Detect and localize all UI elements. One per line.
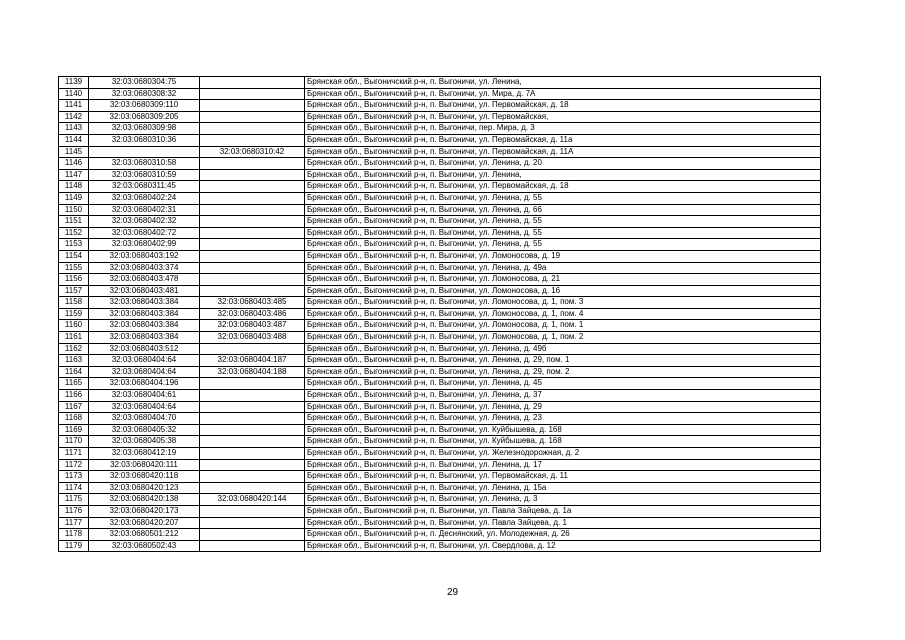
address-cell: Брянская обл., Выгоничский р-н, п. Выгоничи, ул. Ломоносова, д. 21	[305, 274, 821, 286]
cadastral-number-cell	[89, 146, 200, 158]
row-number-cell: 1148	[59, 181, 89, 193]
table-row	[59, 505, 821, 517]
row-number-cell: 1149	[59, 192, 89, 204]
row-number-cell: 1161	[59, 332, 89, 344]
premises-cadastral-number-cell	[200, 436, 305, 448]
premises-cadastral-number-cell	[200, 471, 305, 483]
address-cell: Брянская обл., Выгоничский р-н, п. Выгоничи, ул. Павла Зайцева, д. 1	[305, 517, 821, 529]
row-number-cell: 1155	[59, 262, 89, 274]
premises-cadastral-number-cell	[200, 529, 305, 541]
table-row	[59, 320, 821, 332]
page-number: 29	[446, 587, 459, 598]
premises-cadastral-number-cell	[200, 459, 305, 471]
premises-cadastral-number-cell	[200, 227, 305, 239]
cadastral-number-cell: 32:03:0680404:64	[89, 401, 200, 413]
address-cell: Брянская обл., Выгоничский р-н, п. Выгоничи, ул. Ленина, д. 55	[305, 227, 821, 239]
table-row	[59, 169, 821, 181]
table-row	[59, 285, 821, 297]
table-row	[59, 529, 821, 541]
row-number-cell: 1175	[59, 494, 89, 506]
premises-cadastral-number-cell	[200, 482, 305, 494]
cadastral-number-cell: 32:03:0680420:207	[89, 517, 200, 529]
premises-cadastral-number-cell	[200, 77, 305, 89]
row-number-cell: 1151	[59, 216, 89, 228]
premises-cadastral-number-cell: 32:03:0680404:188	[200, 366, 305, 378]
table-row	[59, 111, 821, 123]
row-number-cell: 1153	[59, 239, 89, 251]
table-row	[59, 77, 821, 89]
premises-cadastral-number-cell	[200, 285, 305, 297]
premises-cadastral-number-cell	[200, 134, 305, 146]
premises-cadastral-number-cell	[200, 216, 305, 228]
table-row	[59, 378, 821, 390]
premises-cadastral-number-cell	[200, 343, 305, 355]
address-cell: Брянская обл., Выгоничский р-н, п. Выгоничи, ул. Ленина, д. 29	[305, 401, 821, 413]
row-number-cell: 1159	[59, 308, 89, 320]
address-cell: Брянская обл., Выгоничский р-н, п. Выгоничи, ул. Ленина, д. 66	[305, 204, 821, 216]
row-number-cell: 1141	[59, 100, 89, 112]
cadastral-number-cell: 32:03:0680420:118	[89, 471, 200, 483]
property-table	[58, 76, 821, 552]
premises-cadastral-number-cell	[200, 274, 305, 286]
table-row	[59, 390, 821, 402]
address-cell: Брянская обл., Выгоничский р-н, п. Выгоничи, ул. Мира, д. 7А	[305, 88, 821, 100]
table-row	[59, 227, 821, 239]
premises-cadastral-number-cell: 32:03:0680404:187	[200, 355, 305, 367]
cadastral-number-cell: 32:03:0680310:59	[89, 169, 200, 181]
premises-cadastral-number-cell	[200, 517, 305, 529]
cadastral-number-cell: 32:03:0680405:38	[89, 436, 200, 448]
cadastral-number-cell: 32:03:0680309:205	[89, 111, 200, 123]
address-cell: Брянская обл., Выгоничский р-н, п. Выгоничи, ул. Ломоносова, д. 16	[305, 285, 821, 297]
table-row	[59, 482, 821, 494]
address-cell: Брянская обл., Выгоничский р-н, п. Выгоничи, ул. Ленина, д. 49а	[305, 262, 821, 274]
premises-cadastral-number-cell	[200, 540, 305, 552]
table-row	[59, 540, 821, 552]
table-row	[59, 181, 821, 193]
table-row	[59, 192, 821, 204]
cadastral-number-cell: 32:03:0680403:384	[89, 320, 200, 332]
table-row	[59, 158, 821, 170]
row-number-cell: 1164	[59, 366, 89, 378]
premises-cadastral-number-cell	[200, 111, 305, 123]
address-cell: Брянская обл., Выгоничский р-н, п. Выгоничи, ул. Куйбышева, д. 168	[305, 424, 821, 436]
cadastral-number-cell: 32:03:0680403:512	[89, 343, 200, 355]
row-number-cell: 1178	[59, 529, 89, 541]
cadastral-number-cell: 32:03:0680402:99	[89, 239, 200, 251]
table-row	[59, 401, 821, 413]
table-row	[59, 332, 821, 344]
cadastral-number-cell: 32:03:0680420:123	[89, 482, 200, 494]
row-number-cell: 1152	[59, 227, 89, 239]
address-cell: Брянская обл., Выгоничский р-н, п. Выгоничи, ул. Ломоносова, д. 19	[305, 250, 821, 262]
address-cell: Брянская обл., Выгоничский р-н, п. Выгоничи, ул. Свердлова, д. 12	[305, 540, 821, 552]
table-row	[59, 366, 821, 378]
cadastral-number-cell: 32:03:0680404:61	[89, 390, 200, 402]
cadastral-number-cell: 32:03:0680420:173	[89, 505, 200, 517]
cadastral-number-cell: 32:03:0680403:481	[89, 285, 200, 297]
row-number-cell: 1145	[59, 146, 89, 158]
row-number-cell: 1158	[59, 297, 89, 309]
cadastral-number-cell: 32:03:0680309:98	[89, 123, 200, 135]
table-row	[59, 204, 821, 216]
address-cell: Брянская обл., Выгоничский р-н, п. Выгоничи, ул. Ломоносова, д. 1, пом. 3	[305, 297, 821, 309]
table-row	[59, 436, 821, 448]
premises-cadastral-number-cell: 32:03:0680403:487	[200, 320, 305, 332]
premises-cadastral-number-cell	[200, 424, 305, 436]
table-row	[59, 308, 821, 320]
address-cell: Брянская обл., Выгоничский р-н, п. Выгоничи, ул. Куйбышева, д. 168	[305, 436, 821, 448]
row-number-cell: 1156	[59, 274, 89, 286]
premises-cadastral-number-cell	[200, 123, 305, 135]
cadastral-number-cell: 32:03:0680304:75	[89, 77, 200, 89]
row-number-cell: 1176	[59, 505, 89, 517]
row-number-cell: 1146	[59, 158, 89, 170]
row-number-cell: 1160	[59, 320, 89, 332]
premises-cadastral-number-cell: 32:03:0680403:488	[200, 332, 305, 344]
row-number-cell: 1142	[59, 111, 89, 123]
row-number-cell: 1167	[59, 401, 89, 413]
premises-cadastral-number-cell	[200, 390, 305, 402]
cadastral-number-cell: 32:03:0680404:64	[89, 366, 200, 378]
cadastral-number-cell: 32:03:0680412:19	[89, 448, 200, 460]
premises-cadastral-number-cell	[200, 100, 305, 112]
cadastral-number-cell: 32:03:0680502:43	[89, 540, 200, 552]
cadastral-number-cell: 32:03:0680403:384	[89, 297, 200, 309]
address-cell: Брянская обл., Выгоничский р-н, п. Выгоничи, ул. Первомайская, д. 11А	[305, 146, 821, 158]
address-cell: Брянская обл., Выгоничский р-н, п. Выгоничи, ул. Первомайская,	[305, 111, 821, 123]
address-cell: Брянская обл., Выгоничский р-н, п. Выгоничи, ул. Ленина, д. 29, пом. 2	[305, 366, 821, 378]
table-row	[59, 262, 821, 274]
cadastral-number-cell: 32:03:0680501:212	[89, 529, 200, 541]
premises-cadastral-number-cell	[200, 204, 305, 216]
premises-cadastral-number-cell	[200, 169, 305, 181]
table-row	[59, 343, 821, 355]
address-cell: Брянская обл., Выгоничский р-н, п. Выгоничи, ул. Ленина, д. 15а	[305, 482, 821, 494]
row-number-cell: 1163	[59, 355, 89, 367]
table-row	[59, 274, 821, 286]
row-number-cell: 1168	[59, 413, 89, 425]
premises-cadastral-number-cell	[200, 181, 305, 193]
premises-cadastral-number-cell	[200, 158, 305, 170]
address-cell: Брянская обл., Выгоничский р-н, п. Выгоничи, ул. Первомайская, д. 11а	[305, 134, 821, 146]
table-row	[59, 216, 821, 228]
address-cell: Брянская обл., Выгоничский р-н, п. Деснянский, ул. Молодежная, д. 26	[305, 529, 821, 541]
premises-cadastral-number-cell	[200, 401, 305, 413]
row-number-cell: 1165	[59, 378, 89, 390]
premises-cadastral-number-cell	[200, 378, 305, 390]
cadastral-number-cell: 32:03:0680310:58	[89, 158, 200, 170]
premises-cadastral-number-cell: 32:03:0680310:42	[200, 146, 305, 158]
cadastral-number-cell: 32:03:0680403:384	[89, 332, 200, 344]
address-cell: Брянская обл., Выгоничский р-н, п. Выгоничи, ул. Железнодорожная, д. 2	[305, 448, 821, 460]
address-cell: Брянская обл., Выгоничский р-н, п. Выгоничи, ул. Павла Зайцева, д. 1а	[305, 505, 821, 517]
row-number-cell: 1140	[59, 88, 89, 100]
premises-cadastral-number-cell	[200, 505, 305, 517]
premises-cadastral-number-cell	[200, 262, 305, 274]
premises-cadastral-number-cell: 32:03:0680420:144	[200, 494, 305, 506]
table-row	[59, 471, 821, 483]
cadastral-number-cell: 32:03:0680403:374	[89, 262, 200, 274]
table-row	[59, 413, 821, 425]
cadastral-number-cell: 32:03:0680311:45	[89, 181, 200, 193]
row-number-cell: 1150	[59, 204, 89, 216]
address-cell: Брянская обл., Выгоничский р-н, п. Выгоничи, ул. Ленина, д. 37	[305, 390, 821, 402]
address-cell: Брянская обл., Выгоничский р-н, п. Выгоничи, ул. Ленина, д. 55	[305, 239, 821, 251]
row-number-cell: 1177	[59, 517, 89, 529]
table-row	[59, 459, 821, 471]
table-row	[59, 88, 821, 100]
address-cell: Брянская обл., Выгоничский р-н, п. Выгоничи, ул. Ленина,	[305, 169, 821, 181]
table-row	[59, 250, 821, 262]
cadastral-number-cell: 32:03:0680402:32	[89, 216, 200, 228]
row-number-cell: 1162	[59, 343, 89, 355]
address-cell: Брянская обл., Выгоничский р-н, п. Выгоничи, ул. Ленина, д. 20	[305, 158, 821, 170]
premises-cadastral-number-cell: 32:03:0680403:485	[200, 297, 305, 309]
address-cell: Брянская обл., Выгоничский р-н, п. Выгоничи, ул. Ленина, д. 55	[305, 216, 821, 228]
table-row	[59, 239, 821, 251]
row-number-cell: 1139	[59, 77, 89, 89]
row-number-cell: 1166	[59, 390, 89, 402]
address-cell: Брянская обл., Выгоничский р-н, п. Выгоничи, ул. Ленина,	[305, 77, 821, 89]
document-table-container	[58, 76, 821, 552]
table-body	[59, 77, 821, 552]
table-row	[59, 123, 821, 135]
premises-cadastral-number-cell	[200, 448, 305, 460]
cadastral-number-cell: 32:03:0680403:192	[89, 250, 200, 262]
address-cell: Брянская обл., Выгоничский р-н, п. Выгоничи, ул. Ленина, д. 29, пом. 1	[305, 355, 821, 367]
row-number-cell: 1170	[59, 436, 89, 448]
row-number-cell: 1171	[59, 448, 89, 460]
row-number-cell: 1169	[59, 424, 89, 436]
cadastral-number-cell: 32:03:0680403:384	[89, 308, 200, 320]
row-number-cell: 1144	[59, 134, 89, 146]
table-row	[59, 448, 821, 460]
address-cell: Брянская обл., Выгоничский р-н, п. Выгоничи, ул. Ленина, д. 3	[305, 494, 821, 506]
premises-cadastral-number-cell	[200, 239, 305, 251]
cadastral-number-cell: 32:03:0680402:31	[89, 204, 200, 216]
table-row	[59, 424, 821, 436]
address-cell: Брянская обл., Выгоничский р-н, п. Выгоничи, ул. Ленина, д. 17	[305, 459, 821, 471]
premises-cadastral-number-cell	[200, 88, 305, 100]
table-row	[59, 146, 821, 158]
address-cell: Брянская обл., Выгоничский р-н, п. Выгоничи, ул. Ленина, д. 23	[305, 413, 821, 425]
address-cell: Брянская обл., Выгоничский р-н, п. Выгоничи, ул. Ленина, д. 45	[305, 378, 821, 390]
row-number-cell: 1147	[59, 169, 89, 181]
row-number-cell: 1172	[59, 459, 89, 471]
cadastral-number-cell: 32:03:0680309:110	[89, 100, 200, 112]
cadastral-number-cell: 32:03:0680404:64	[89, 355, 200, 367]
row-number-cell: 1143	[59, 123, 89, 135]
address-cell: Брянская обл., Выгоничский р-н, п. Выгоничи, ул. Первомайская, д. 11	[305, 471, 821, 483]
address-cell: Брянская обл., Выгоничский р-н, п. Выгоничи, ул. Ленина, д. 55	[305, 192, 821, 204]
premises-cadastral-number-cell: 32:03:0680403:486	[200, 308, 305, 320]
premises-cadastral-number-cell	[200, 413, 305, 425]
table-row	[59, 355, 821, 367]
cadastral-number-cell: 32:03:0680420:138	[89, 494, 200, 506]
cadastral-number-cell: 32:03:0680404:196	[89, 378, 200, 390]
premises-cadastral-number-cell	[200, 250, 305, 262]
address-cell: Брянская обл., Выгоничский р-н, п. Выгоничи, ул. Ломоносова, д. 1, пом. 2	[305, 332, 821, 344]
address-cell: Брянская обл., Выгоничский р-н, п. Выгоничи, ул. Ломоносова, д. 1, пом. 1	[305, 320, 821, 332]
table-row	[59, 134, 821, 146]
cadastral-number-cell: 32:03:0680420:111	[89, 459, 200, 471]
row-number-cell: 1157	[59, 285, 89, 297]
address-cell: Брянская обл., Выгоничский р-н, п. Выгоничи, ул. Ленина, д. 49б	[305, 343, 821, 355]
row-number-cell: 1174	[59, 482, 89, 494]
cadastral-number-cell: 32:03:0680404:70	[89, 413, 200, 425]
cadastral-number-cell: 32:03:0680403:478	[89, 274, 200, 286]
row-number-cell: 1173	[59, 471, 89, 483]
table-row	[59, 517, 821, 529]
address-cell: Брянская обл., Выгоничский р-н, п. Выгоничи, пер. Мира, д. 3	[305, 123, 821, 135]
table-row	[59, 297, 821, 309]
table-row	[59, 494, 821, 506]
cadastral-number-cell: 32:03:0680310:36	[89, 134, 200, 146]
table-row	[59, 100, 821, 112]
premises-cadastral-number-cell	[200, 192, 305, 204]
address-cell: Брянская обл., Выгоничский р-н, п. Выгоничи, ул. Первомайская, д. 18	[305, 100, 821, 112]
cadastral-number-cell: 32:03:0680405:32	[89, 424, 200, 436]
row-number-cell: 1154	[59, 250, 89, 262]
cadastral-number-cell: 32:03:0680402:72	[89, 227, 200, 239]
row-number-cell: 1179	[59, 540, 89, 552]
address-cell: Брянская обл., Выгоничский р-н, п. Выгоничи, ул. Первомайская, д. 18	[305, 181, 821, 193]
cadastral-number-cell: 32:03:0680308:32	[89, 88, 200, 100]
address-cell: Брянская обл., Выгоничский р-н, п. Выгоничи, ул. Ломоносова, д. 1, пом. 4	[305, 308, 821, 320]
cadastral-number-cell: 32:03:0680402:24	[89, 192, 200, 204]
